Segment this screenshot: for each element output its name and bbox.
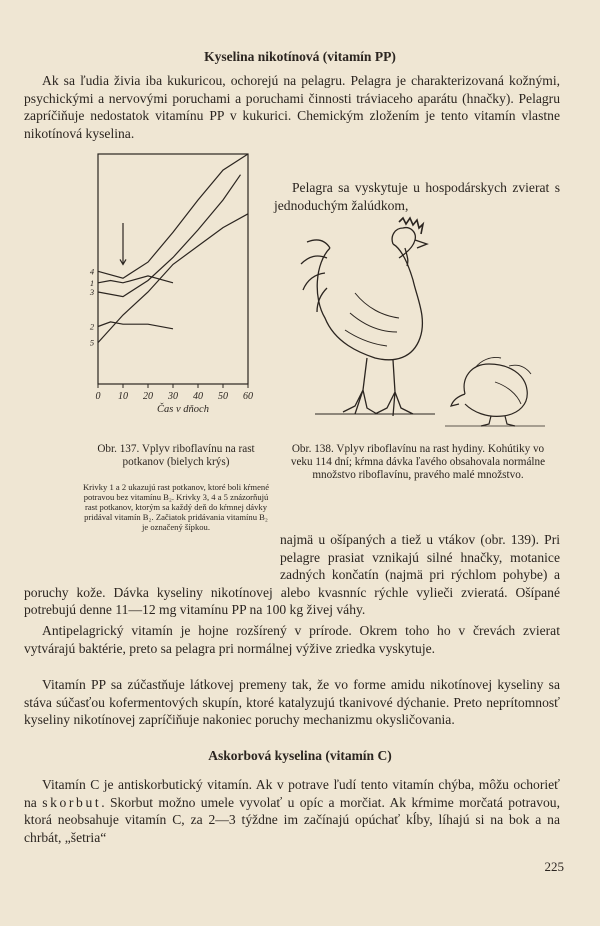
paragraph-text: Vitamín C je antiskorbutický vitamín. Ak v potrave ľudí tento vitamín chýba, môžu ochorieť na: [24, 777, 560, 810]
paragraph-text: Pelagra sa vyskytuje u hospodárskych zvierat s jednoduchým žalúdkom,: [274, 180, 560, 213]
series-label-1: 1: [89, 277, 95, 288]
paragraph-antipelagric: [24, 622, 560, 657]
paragraph-pelagra-intro: [24, 72, 560, 142]
series-label-4: 4: [89, 266, 95, 277]
figure-137-caption: Obr. 137. Vplyv riboflavínu na rast potkanov (bielych krýs): [97, 443, 255, 468]
rooster-drawing: [301, 218, 435, 416]
x-tick-label: 40: [193, 391, 203, 402]
paragraph-livestock-cont: [24, 531, 560, 619]
x-tick-label: 0: [95, 391, 101, 402]
section-heading-vitamin-c: Askorbová kyselina (vitamín C): [208, 748, 392, 763]
paragraph-text: Antipelagrický vitamín je hojne rozšírený v prírode. Okrem toho ho v črevách zvierat vytvárajú baktérie, preto sa pelagra pri normálnej výžive zriedka vyskytuje.: [24, 623, 560, 656]
figure-138-caption: Obr. 138. Vplyv riboflavínu na rast hydiny. Kohútiky vo veku 114 dní; kŕmna dávka ľavého obsahovala normálne množstvo riboflavínu, pravého malé množstvo.: [290, 443, 546, 481]
section-heading-niacin: Kyselina nikotínová (vitamín PP): [204, 49, 396, 64]
chick-drawing: [445, 357, 545, 426]
x-tick-label: 60: [243, 391, 253, 402]
paragraph-livestock-start: [274, 179, 560, 214]
paragraph-metabolism: [24, 676, 560, 729]
figure-137-chart: [88, 146, 262, 415]
x-tick-label: 20: [143, 391, 153, 402]
x-tick-label: 50: [218, 391, 228, 402]
figure-137-note: Krivky 1 a 2 ukazujú rast potkanov, ktoré boli kŕmené potravou bez vitamínu B₂. Krivky 3, 4 a 5 znázorňujú rast potkanov, ktorým sa každý deň do kŕmnej dávky pridával vitamín B₂. Začiatok pridávania vitamínu B₂ je označený šípkou.: [82, 482, 270, 532]
paragraph-text: . Skorbut možno umele vyvolať u opíc a morčiat. Ak kŕmime morčatá potravou, ktorá neobsahuje vitamín C, za 2—3 týždne im začínajú opúchať kĺby, líhajú si na bok a na chrbát, „šetria“: [24, 794, 560, 845]
x-axis-label: Čas v dňoch: [157, 404, 209, 415]
series-line-3: [98, 175, 241, 297]
growth-curves-chart: [88, 146, 262, 415]
series-line-2: [98, 322, 173, 329]
caption-spacer: [24, 531, 280, 568]
series-label-5: 5: [89, 337, 95, 348]
paragraph-text: Vitamín PP sa zúčastňuje látkovej premeny tak, že vo forme amidu nikotínovej kyseliny sa stáva súčasťou kofermentových skupín, ktoré katalyzujú tkanivové dýchanie. Preto neprítomnosť kyseliny nikotínovej zapríčiňuje nakoniec poruchy mechanizmu okysličovania.: [24, 677, 560, 728]
paragraph-vitamin-c: [24, 776, 560, 846]
page-number: 225: [544, 859, 564, 874]
x-tick-label: 30: [168, 391, 178, 402]
series-label-3: 3: [89, 287, 95, 297]
chart-frame: [98, 154, 248, 384]
paragraph-text: Ak sa ľudia živia iba kukuricou, ochorejú na pelagru. Pelagra je charakterizovaná kožnými, psychickými a nervovými poruchami a poruchami činnosti tráviaceho aparátu (hnačky). Pelagru zapríčiňuje nedostatok vitamínu PP v kukurici. Chemickým zložením je tento vitamín vlastne nikotínová kyselina.: [24, 73, 560, 141]
paragraph-text: najmä u ošípaných a tiež u vtákov (obr. 139). Pri pelagre prasiat vznikajú silné hnačky, motanice zadných končatín (najmä pri rýchlom pohybe) a poruchy kože. Dávka kyseliny nikotínovej alebo kvasnníc rýchle vylieči zvieratá. Ošípané potrebujú denne 11—12 mg vitamínu PP na 100 kg živej váhy.: [24, 532, 560, 618]
figure-138-illustration: [295, 218, 555, 428]
scurvy-term: skorbut: [42, 794, 102, 810]
x-tick-label: 10: [118, 391, 128, 402]
series-label-2: 2: [89, 321, 95, 332]
